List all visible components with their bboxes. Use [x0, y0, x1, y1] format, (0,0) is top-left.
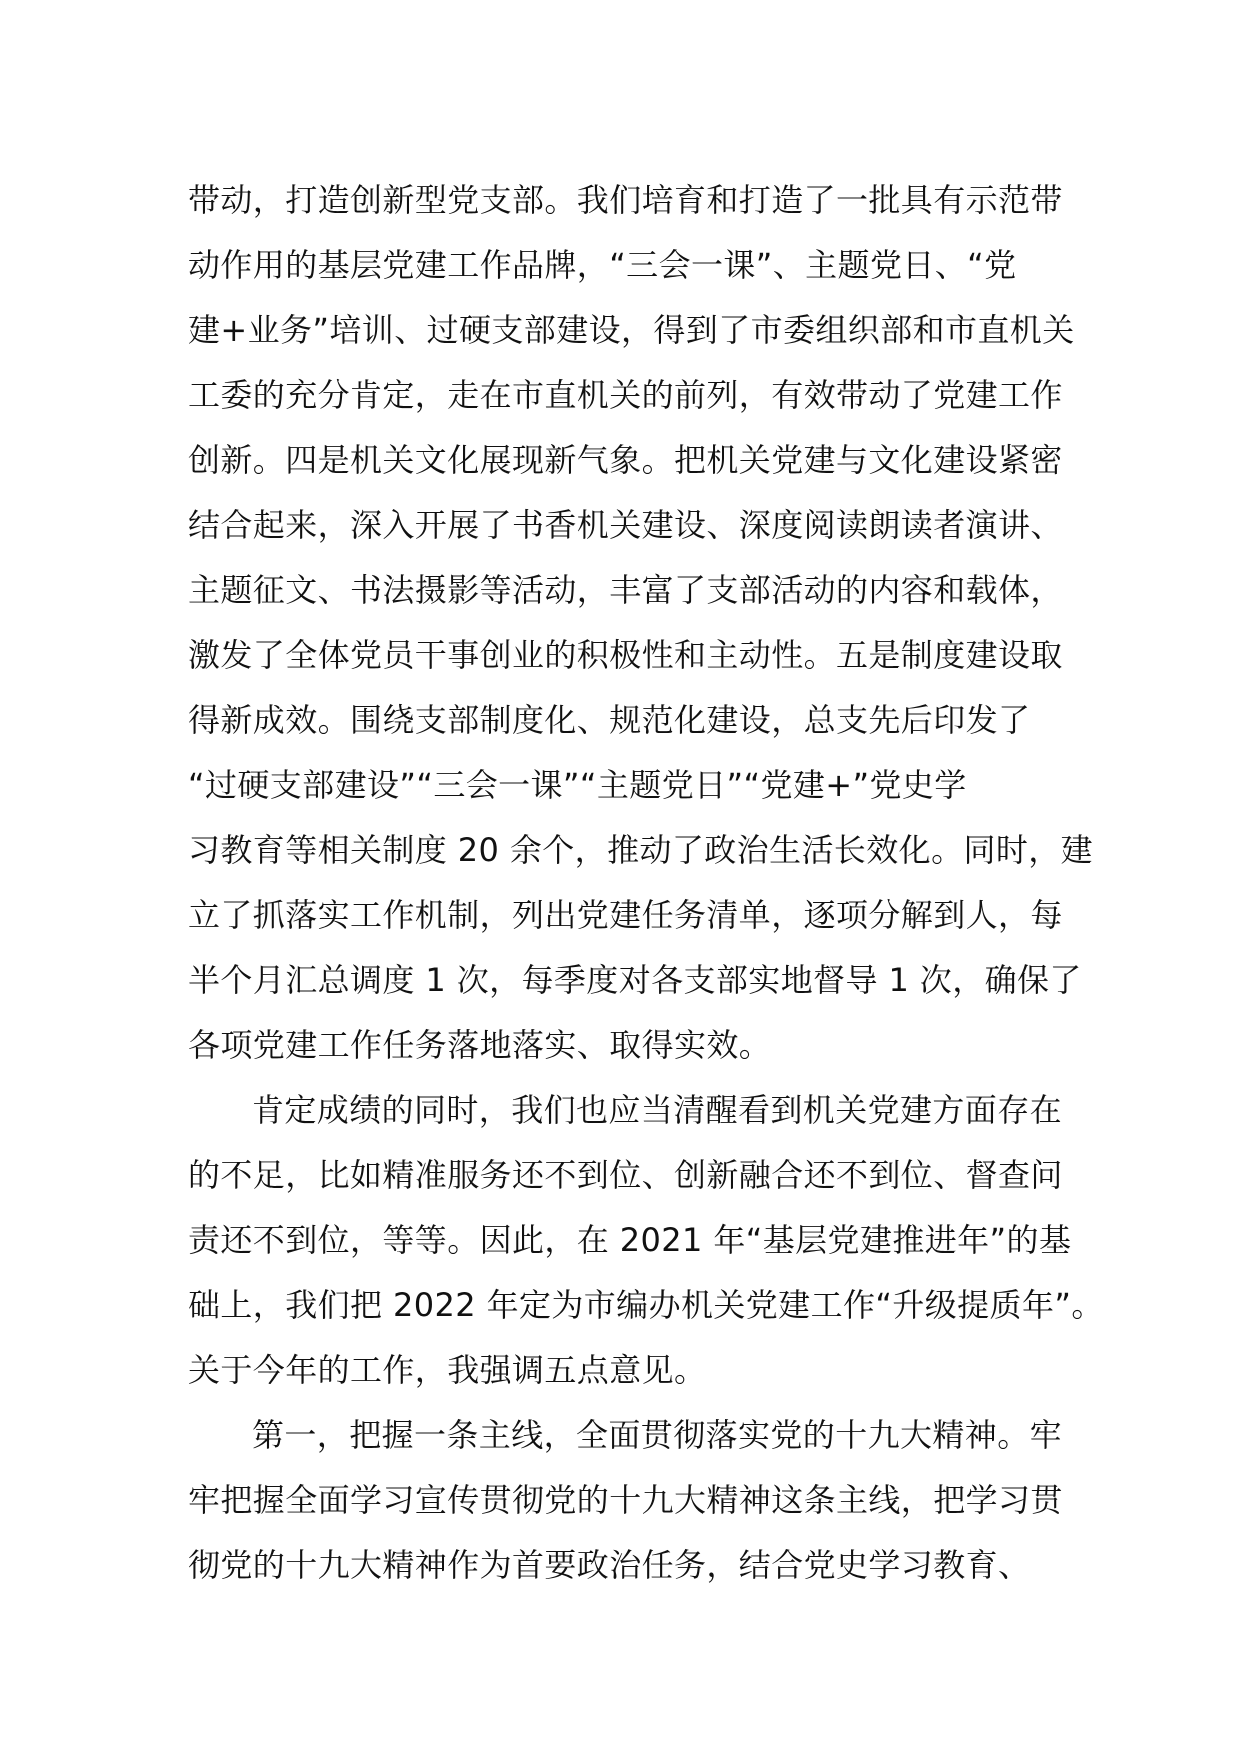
- paragraph-line: 创新。四是机关文化展现新气象。把机关党建与文化建设紧密: [188, 441, 1063, 479]
- paragraph-line: 关于今年的工作，我强调五点意见。: [188, 1351, 707, 1389]
- paragraph-line: 动作用的基层党建工作品牌，“三会一课”、主题党日、“党: [188, 246, 1017, 284]
- paragraph-line: 主题征文、书法摄影等活动，丰富了支部活动的内容和载体，: [188, 571, 1063, 609]
- paragraph-line: 激发了全体党员干事创业的积极性和主动性。五是制度建设取: [188, 636, 1063, 674]
- paragraph-line: 牢把握全面学习宣传贯彻党的十九大精神这条主线，把学习贯: [188, 1481, 1063, 1519]
- paragraph-line-first: 第一，把握一条主线，全面贯彻落实党的十九大精神。牢: [252, 1416, 1063, 1454]
- paragraph-line: 半个月汇总调度 1 次，每季度对各支部实地督导 1 次，确保了: [188, 961, 1082, 999]
- paragraph-line: 习教育等相关制度 20 余个，推动了政治生活长效化。同时，建: [188, 831, 1094, 869]
- paragraph-2: [188, 1078, 1104, 1403]
- paragraph-line: 带动，打造创新型党支部。我们培育和打造了一批具有示范带: [188, 181, 1063, 219]
- paragraph-line: 各项党建工作任务落地落实、取得实效。: [188, 1026, 772, 1064]
- paragraph-3: [188, 1403, 1068, 1598]
- paragraph-line: “过硬支部建设”“三会一课”“主题党日”“党建+”党史学: [188, 766, 967, 804]
- paragraph-line: 的不足，比如精准服务还不到位、创新融合还不到位、督查问: [188, 1156, 1063, 1194]
- paragraph-line: 础上，我们把 2022 年定为市编办机关党建工作“升级提质年”。: [188, 1286, 1104, 1324]
- paragraph-line: 彻党的十九大精神作为首要政治任务，结合党史学习教育、: [188, 1546, 1031, 1584]
- paragraph-1: [188, 168, 1094, 1078]
- paragraph-line: 工委的充分肯定，走在市直机关的前列，有效带动了党建工作: [188, 376, 1063, 414]
- paragraph-line-first: 肯定成绩的同时，我们也应当清醒看到机关党建方面存在: [252, 1091, 1063, 1129]
- paragraph-line: 建+业务”培训、过硬支部建设，得到了市委组织部和市直机关: [188, 311, 1075, 349]
- paragraph-line: 责还不到位，等等。因此，在 2021 年“基层党建推进年”的基: [188, 1221, 1072, 1259]
- paragraph-line: 结合起来，深入开展了书香机关建设、深度阅读朗读者演讲、: [188, 506, 1063, 544]
- paragraph-line: 立了抓落实工作机制，列出党建任务清单，逐项分解到人，每: [188, 896, 1063, 934]
- paragraph-line: 得新成效。围绕支部制度化、规范化建设，总支先后印发了: [188, 701, 1031, 739]
- document-body: [188, 168, 1104, 1598]
